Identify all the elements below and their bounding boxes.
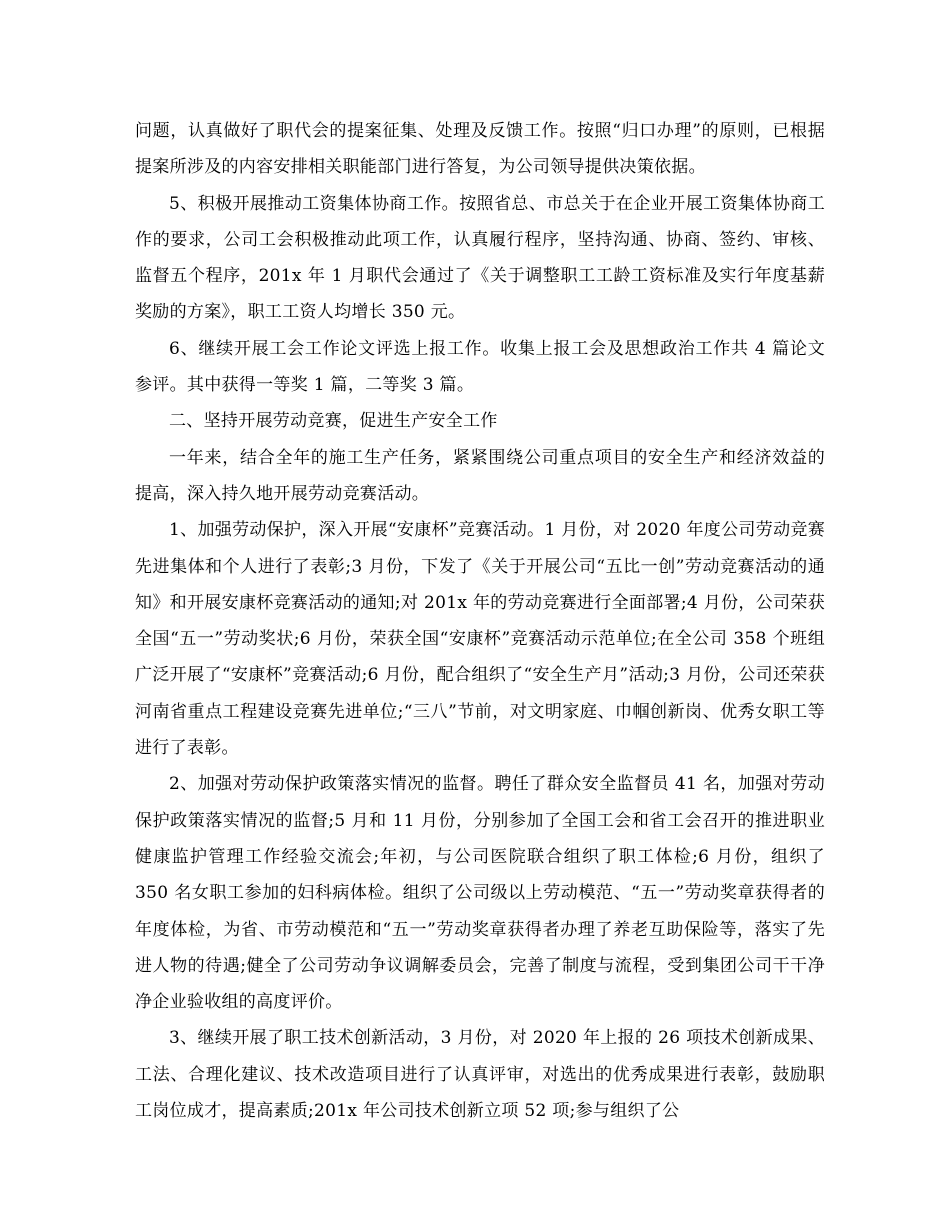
paragraph-technical-innovation: 3、继续开展了职工技术创新活动，3 月份，对 2020 年上报的 26 项技术创新成果、工法、合理化建议、技术改造项目进行了认真评审，对选出的优秀成果进行表彰，鼓励职工岗位成才，提高素质;201x 年公司技术创新立项 52 项;参与组织了公 [135,1028,825,1122]
section-heading-labor-competition: 二、坚持开展劳动竞赛，促进生产安全工作 [169,411,498,432]
paragraph-proposal-handling: 问题，认真做好了职代会的提案征集、处理及反馈工作。按照“归口办理”的原则，已根据提案所涉及的内容安排相关职能部门进行答复，为公司领导提供决策依据。 [135,121,825,178]
document-body [135,113,825,1129]
paragraph-competition-intro: 一年来，结合全年的施工生产任务，紧紧围绕公司重点项目的安全生产和经济效益的提高，深入持久地开展劳动竞赛活动。 [135,447,825,504]
paragraph-paper-selection: 6、继续开展工会工作论文评选上报工作。收集上报工会及思想政治工作共 4 篇论文参评。其中获得一等奖 1 篇，二等奖 3 篇。 [135,338,825,396]
paragraph-ankang-cup: 1、加强劳动保护，深入开展“安康杯”竞赛活动。1 月份，对 2020 年度公司劳动竞赛先进集体和个人进行了表彰;3 月份，下发了《关于开展公司“五比一创”劳动竞赛活动的通知》和开展安康杯竞赛活动的通知;对 201x 年的劳动竞赛进行全面部署;4 月份，公司荣获全国“五一”劳动奖状;6 月份，荣获全国“安康杯”竞赛活动示范单位;在全公司 358 个班组广泛开展了“安康杯”竞赛活动;6 月份，配合组织了“安全生产月”活动;3 月份，公司还荣获河南省重点工程建设竞赛先进单位;“三八”节前，对文明家庭、巾帼创新岗、优秀女职工等进行了表彰。 [135,520,825,759]
paragraph-wage-negotiation: 5、积极开展推动工资集体协商工作。按照省总、市总关于在企业开展工资集体协商工作的要求，公司工会积极推动此项工作，认真履行程序，坚持沟通、协商、签约、审核、监督五个程序，201x 年 1 月职代会通过了《关于调整职工工龄工资标准及实行年度基薪奖励的方案》，职工工资人均增长 350 元。 [135,193,825,323]
paragraph-labor-protection-supervision: 2、加强对劳动保护政策落实情况的监督。聘任了群众安全监督员 41 名，加强对劳动保护政策落实情况的监督;5 月和 11 月份，分别参加了全国工会和省工会召开的推进职业健康监护管理工作经验交流会;年初，与公司医院联合组织了职工体检;6 月份，组织了 350 名女职工参加的妇科病体检。组织了公司级以上劳动模范、“五一”劳动奖章获得者的年度体检，为省、市劳动模范和“五一”劳动奖章获得者办理了养老互助保险等，落实了先进人物的待遇;健全了公司劳动争议调解委员会，完善了制度与流程，受到集团公司干干净净企业验收组的高度评价。 [135,774,825,1013]
